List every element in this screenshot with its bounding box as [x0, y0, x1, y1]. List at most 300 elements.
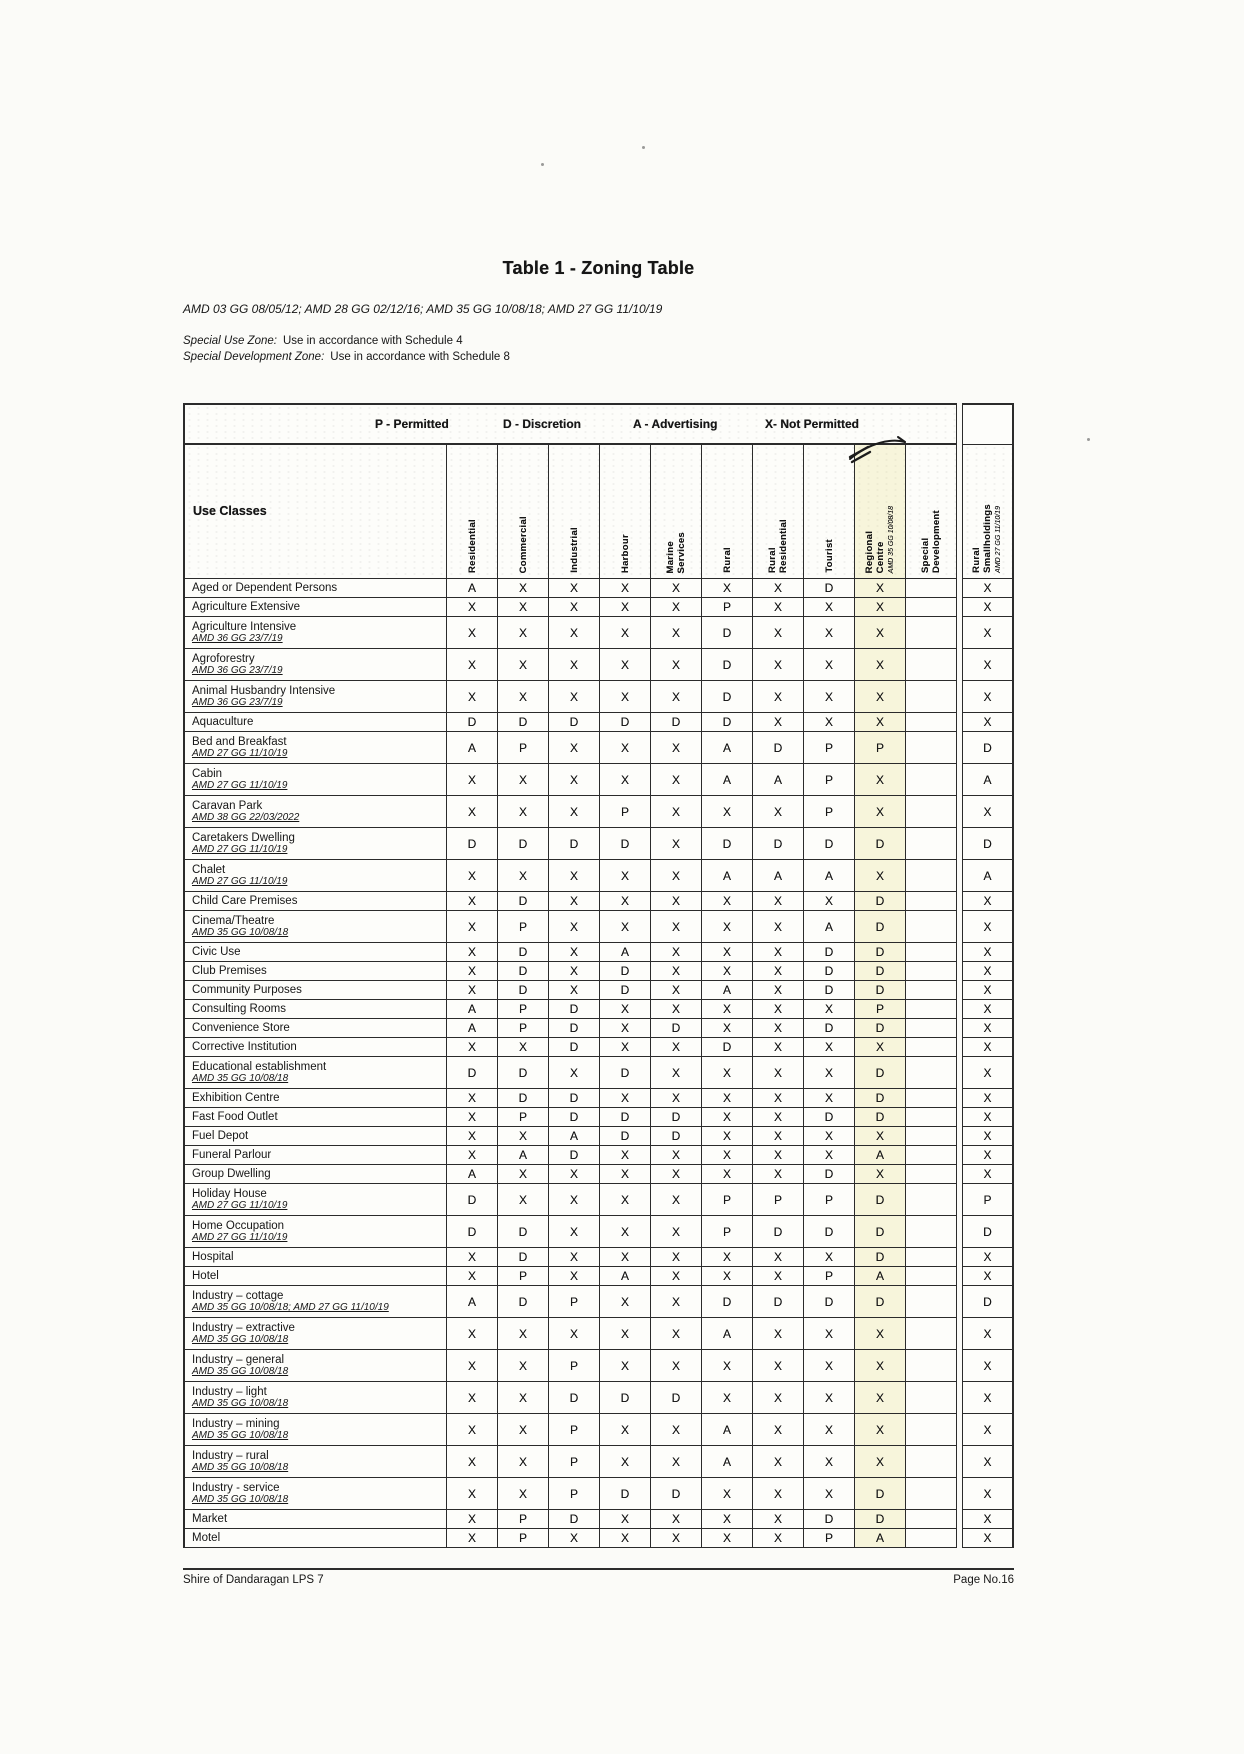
zone-cell: P	[549, 1350, 600, 1382]
use-class-name: Funeral Parlour	[192, 1148, 272, 1161]
use-class-label	[183, 1350, 447, 1382]
zone-cell: P	[498, 1108, 549, 1127]
zone-cell: X	[962, 1446, 1014, 1478]
scan-speckle	[541, 163, 544, 166]
zone-cell: D	[753, 828, 804, 860]
zone-cell: X	[600, 892, 651, 911]
zone-cell: D	[651, 1019, 702, 1038]
zone-cell: X	[447, 1478, 498, 1510]
zone-cell: X	[651, 962, 702, 981]
zone-cell: A	[855, 1267, 906, 1286]
zone-cell	[906, 1318, 957, 1350]
zone-cell: X	[447, 981, 498, 1000]
special-zone-notes	[183, 333, 510, 365]
legend-permitted: P - Permitted	[375, 417, 449, 431]
zone-cell: X	[804, 1478, 855, 1510]
zone-cell: X	[498, 860, 549, 892]
use-class-name: Motel	[192, 1531, 221, 1544]
zone-cell	[906, 1184, 957, 1216]
zone-cell: X	[702, 1267, 753, 1286]
zone-cell: X	[962, 1510, 1014, 1529]
use-class-name: Child Care Premises	[192, 894, 298, 907]
zone-cell	[906, 1108, 957, 1127]
zone-cell: X	[702, 943, 753, 962]
zone-cell: X	[753, 1267, 804, 1286]
zone-cell: X	[804, 1446, 855, 1478]
use-class-label	[183, 1446, 447, 1478]
zone-cell: A	[600, 943, 651, 962]
use-classes-header: Use Classes	[183, 445, 447, 579]
zone-cell: P	[702, 598, 753, 617]
use-class-amendment-note: AMD 35 GG 10/08/18	[192, 1334, 289, 1346]
zone-cell: X	[702, 796, 753, 828]
zone-cell	[906, 1057, 957, 1089]
zone-cell: X	[447, 649, 498, 681]
zone-cell: X	[447, 962, 498, 981]
zone-cell: P	[498, 1267, 549, 1286]
zone-cell: X	[804, 1089, 855, 1108]
zone-cell: A	[804, 911, 855, 943]
legend-not-permitted: X- Not Permitted	[765, 417, 860, 431]
zone-cell: X	[702, 579, 753, 598]
use-class-label	[183, 1216, 447, 1248]
zone-cell: P	[804, 764, 855, 796]
use-class-name: Community Purposes	[192, 983, 302, 996]
zone-cell: P	[498, 732, 549, 764]
special-development-zone-text: Use in accordance with Schedule 8	[330, 351, 510, 363]
zone-cell: P	[804, 1184, 855, 1216]
zone-cell: X	[962, 1146, 1014, 1165]
zone-cell: X	[962, 1350, 1014, 1382]
use-class-name: Industry - service	[192, 1481, 280, 1494]
zone-cell: X	[600, 1216, 651, 1248]
use-class-amendment-note: AMD 35 GG 10/08/18	[192, 1462, 289, 1474]
zone-cell: D	[962, 1216, 1014, 1248]
zone-cell: X	[753, 1318, 804, 1350]
zone-cell: X	[651, 1529, 702, 1548]
zone-cell: X	[600, 1248, 651, 1267]
use-class-amendment-note: AMD 27 GG 11/10/19	[192, 1200, 288, 1212]
column-header-special-development	[906, 445, 957, 579]
zone-cell: X	[600, 732, 651, 764]
use-class-name: Market	[192, 1512, 228, 1525]
zone-cell	[906, 732, 957, 764]
zone-cell: X	[498, 1184, 549, 1216]
zone-cell: X	[753, 617, 804, 649]
zone-cell: X	[600, 1318, 651, 1350]
zone-cell: A	[702, 732, 753, 764]
zone-cell: X	[600, 1350, 651, 1382]
zone-cell: X	[702, 1019, 753, 1038]
use-class-label	[183, 860, 447, 892]
zone-cell: X	[702, 1108, 753, 1127]
zone-cell: P	[702, 1184, 753, 1216]
column-header-industrial	[549, 445, 600, 579]
use-class-amendment-note: AMD 38 GG 22/03/2022	[192, 812, 300, 824]
column-header-text: Rural	[721, 547, 733, 573]
column-header-text: Rural Residential	[767, 519, 789, 573]
use-class-label	[183, 1038, 447, 1057]
zone-cell: X	[651, 1267, 702, 1286]
zone-cell: X	[962, 1019, 1014, 1038]
zone-cell	[906, 981, 957, 1000]
zone-cell: X	[651, 732, 702, 764]
zone-cell: X	[753, 1446, 804, 1478]
zone-cell: X	[651, 1089, 702, 1108]
legend-advertising: A - Advertising	[633, 417, 718, 431]
zone-cell: X	[804, 681, 855, 713]
zone-cell: X	[962, 1248, 1014, 1267]
zone-cell: X	[804, 1000, 855, 1019]
zone-cell: X	[753, 1510, 804, 1529]
zone-cell: X	[549, 962, 600, 981]
zone-cell: D	[498, 1089, 549, 1108]
zone-cell: D	[498, 943, 549, 962]
zone-cell: X	[753, 1146, 804, 1165]
zone-cell: D	[600, 1127, 651, 1146]
page-footer	[183, 1568, 1014, 1586]
use-class-label	[183, 1127, 447, 1146]
zone-cell: D	[855, 1248, 906, 1267]
zone-cell: X	[962, 1108, 1014, 1127]
zone-cell: X	[702, 1000, 753, 1019]
zone-cell: X	[855, 860, 906, 892]
zone-cell: P	[549, 1414, 600, 1446]
use-class-label	[183, 1108, 447, 1127]
zone-cell	[906, 713, 957, 732]
zone-cell: X	[702, 962, 753, 981]
use-class-label	[183, 1184, 447, 1216]
zone-cell: X	[753, 1057, 804, 1089]
zone-cell: X	[651, 796, 702, 828]
zone-cell: X	[447, 860, 498, 892]
use-class-amendment-note: AMD 27 GG 11/10/19	[192, 1232, 288, 1244]
zone-cell: D	[549, 1108, 600, 1127]
zone-cell: X	[498, 1382, 549, 1414]
zone-cell: X	[702, 1127, 753, 1146]
use-class-name: Exhibition Centre	[192, 1091, 280, 1104]
zone-cell: D	[498, 1057, 549, 1089]
zone-cell	[906, 1146, 957, 1165]
zone-cell: X	[702, 1146, 753, 1165]
zone-cell: X	[855, 1446, 906, 1478]
zone-cell	[906, 1446, 957, 1478]
zone-cell: D	[804, 828, 855, 860]
zone-cell: X	[804, 1382, 855, 1414]
zone-cell: D	[600, 713, 651, 732]
use-class-label	[183, 1414, 447, 1446]
zone-cell: D	[804, 981, 855, 1000]
zone-cell: X	[498, 681, 549, 713]
zone-cell: D	[855, 1286, 906, 1318]
zone-cell: A	[702, 1446, 753, 1478]
zone-cell: X	[804, 1318, 855, 1350]
column-header-residential	[447, 445, 498, 579]
zone-cell	[906, 1510, 957, 1529]
zone-cell: X	[962, 911, 1014, 943]
use-class-name: Consulting Rooms	[192, 1002, 286, 1015]
zone-cell: X	[651, 860, 702, 892]
zone-cell: X	[600, 617, 651, 649]
zone-cell: X	[651, 764, 702, 796]
zone-cell: X	[855, 1382, 906, 1414]
zone-cell: X	[962, 617, 1014, 649]
zone-cell: D	[804, 962, 855, 981]
zone-cell: D	[855, 1510, 906, 1529]
zone-cell: X	[753, 796, 804, 828]
zone-cell: A	[702, 764, 753, 796]
use-class-label	[183, 1267, 447, 1286]
zone-cell	[906, 943, 957, 962]
zone-cell: X	[804, 1038, 855, 1057]
zone-cell: D	[962, 732, 1014, 764]
zone-cell: D	[498, 828, 549, 860]
use-class-amendment-note: AMD 35 GG 10/08/18	[192, 1398, 289, 1410]
zone-cell: X	[753, 649, 804, 681]
zone-cell: X	[804, 617, 855, 649]
zone-cell: X	[702, 892, 753, 911]
use-class-amendment-note: AMD 27 GG 11/10/19	[192, 748, 288, 760]
column-header-text: Tourist	[823, 539, 835, 573]
use-class-amendment-note: AMD 35 GG 10/08/18	[192, 1494, 289, 1506]
special-development-zone-note	[183, 349, 510, 365]
zone-cell: X	[651, 1216, 702, 1248]
zone-cell: X	[447, 1127, 498, 1146]
use-class-label	[183, 617, 447, 649]
zone-cell	[906, 796, 957, 828]
use-class-label	[183, 911, 447, 943]
zone-cell: X	[962, 1382, 1014, 1414]
zone-cell: D	[549, 713, 600, 732]
use-class-name: Industry – light	[192, 1385, 267, 1398]
zone-cell: X	[549, 1057, 600, 1089]
zone-cell: X	[962, 1127, 1014, 1146]
use-class-name: Industry – cottage	[192, 1289, 284, 1302]
use-class-amendment-note: AMD 36 GG 23/7/19	[192, 697, 283, 709]
use-class-name: Holiday House	[192, 1187, 267, 1200]
zone-cell: X	[549, 1267, 600, 1286]
zone-cell: X	[651, 1318, 702, 1350]
use-class-name: Convenience Store	[192, 1021, 290, 1034]
zone-cell: X	[651, 1286, 702, 1318]
zone-cell: X	[651, 1446, 702, 1478]
zone-cell: A	[855, 1529, 906, 1548]
zone-cell: X	[753, 1019, 804, 1038]
zone-cell: X	[600, 1089, 651, 1108]
zone-cell: X	[498, 1414, 549, 1446]
zone-cell: X	[962, 598, 1014, 617]
zone-cell: D	[855, 1478, 906, 1510]
zone-cell	[906, 681, 957, 713]
use-class-label	[183, 981, 447, 1000]
zone-cell: D	[549, 1146, 600, 1165]
zone-cell: X	[549, 1165, 600, 1184]
use-class-name: Industry – general	[192, 1353, 285, 1366]
zone-cell: X	[753, 579, 804, 598]
use-class-name: Civic Use	[192, 945, 241, 958]
zone-cell: X	[651, 617, 702, 649]
zone-cell: P	[600, 796, 651, 828]
zone-cell: P	[498, 1019, 549, 1038]
zone-cell: X	[855, 681, 906, 713]
zone-cell: X	[651, 1057, 702, 1089]
use-class-name: Caravan Park	[192, 799, 263, 812]
zone-cell: X	[549, 1318, 600, 1350]
zone-cell: D	[651, 713, 702, 732]
zone-cell: D	[549, 1019, 600, 1038]
zone-cell: X	[600, 1414, 651, 1446]
zone-cell: D	[651, 1108, 702, 1127]
column-header-rural	[702, 445, 753, 579]
zone-cell: X	[651, 681, 702, 713]
zone-cell: D	[600, 1382, 651, 1414]
zone-cell: D	[804, 579, 855, 598]
zone-cell: X	[600, 1446, 651, 1478]
zone-cell: X	[804, 1057, 855, 1089]
legend-bar	[183, 403, 957, 445]
use-class-name: Caretakers Dwelling	[192, 831, 295, 844]
zone-cell	[906, 860, 957, 892]
zone-cell: P	[804, 796, 855, 828]
zone-cell	[906, 1286, 957, 1318]
use-class-name: Bed and Breakfast	[192, 735, 287, 748]
zone-cell: X	[498, 617, 549, 649]
zone-cell: X	[447, 1038, 498, 1057]
use-class-label	[183, 1146, 447, 1165]
column-header-text: Regional Centre AMD 35 GG 10/08/18	[863, 505, 895, 573]
special-use-zone-note	[183, 333, 510, 349]
zone-cell: D	[600, 962, 651, 981]
use-class-name: Animal Husbandry Intensive	[192, 684, 336, 697]
zone-cell: D	[549, 1000, 600, 1019]
zone-cell: D	[804, 1286, 855, 1318]
zone-cell: X	[702, 1248, 753, 1267]
zone-cell: X	[549, 764, 600, 796]
zone-cell: D	[498, 713, 549, 732]
zone-cell: D	[702, 649, 753, 681]
zone-cell: X	[651, 598, 702, 617]
zone-cell: A	[702, 981, 753, 1000]
zone-cell: D	[855, 911, 906, 943]
zone-cell: X	[962, 1267, 1014, 1286]
use-class-label	[183, 828, 447, 860]
zone-cell: D	[600, 1108, 651, 1127]
zone-cell: A	[855, 1146, 906, 1165]
zone-cell	[906, 1248, 957, 1267]
use-class-amendment-note: AMD 27 GG 11/10/19	[192, 780, 288, 792]
column-header-text: Residential	[466, 519, 478, 573]
zone-cell: X	[702, 1350, 753, 1382]
zone-cell: X	[855, 579, 906, 598]
zone-cell: X	[498, 796, 549, 828]
zone-cell: X	[753, 1414, 804, 1446]
zone-cell: D	[753, 1286, 804, 1318]
use-class-label	[183, 962, 447, 981]
column-header-text: Harbour	[619, 533, 631, 573]
zone-cell: P	[549, 1446, 600, 1478]
zone-cell	[906, 962, 957, 981]
zone-cell: X	[651, 579, 702, 598]
zone-cell: D	[702, 1038, 753, 1057]
zone-cell: X	[600, 911, 651, 943]
zone-cell: X	[447, 1146, 498, 1165]
zone-cell	[906, 1478, 957, 1510]
zone-cell: D	[962, 1286, 1014, 1318]
zone-cell: D	[600, 828, 651, 860]
zone-cell	[906, 1529, 957, 1548]
zone-cell: X	[600, 1019, 651, 1038]
zone-cell: D	[498, 1248, 549, 1267]
zone-cell: X	[855, 1038, 906, 1057]
zone-cell: X	[447, 681, 498, 713]
zone-cell: D	[498, 892, 549, 911]
use-class-name: Club Premises	[192, 964, 267, 977]
zone-cell: X	[651, 1184, 702, 1216]
zone-cell: X	[447, 1350, 498, 1382]
zone-cell: X	[600, 598, 651, 617]
zone-cell: D	[702, 828, 753, 860]
zone-cell: X	[702, 1165, 753, 1184]
use-class-amendment-note: AMD 27 GG 11/10/19	[192, 844, 288, 856]
use-class-name: Agriculture Intensive	[192, 620, 297, 633]
zone-cell	[906, 617, 957, 649]
use-class-name: Hotel	[192, 1269, 219, 1282]
zone-cell: D	[855, 1108, 906, 1127]
use-class-label	[183, 1165, 447, 1184]
use-class-name: Home Occupation	[192, 1219, 285, 1232]
zone-cell: X	[549, 796, 600, 828]
scan-speckle	[1087, 438, 1090, 441]
footer-right: Page No.16	[953, 1574, 1014, 1586]
zone-cell	[906, 1089, 957, 1108]
zone-cell: X	[651, 911, 702, 943]
zone-cell: X	[549, 1529, 600, 1548]
column-header-text: Commercial	[517, 515, 529, 573]
zone-cell: D	[498, 1216, 549, 1248]
zone-cell: X	[855, 713, 906, 732]
zone-cell: X	[753, 892, 804, 911]
use-class-label	[183, 943, 447, 962]
zone-cell: X	[702, 911, 753, 943]
zone-cell: X	[600, 649, 651, 681]
zone-cell: X	[753, 681, 804, 713]
zone-cell	[906, 598, 957, 617]
zone-cell: X	[753, 1165, 804, 1184]
zone-cell: X	[855, 1350, 906, 1382]
use-class-name: Agroforestry	[192, 652, 255, 665]
use-class-label	[183, 1089, 447, 1108]
use-class-label	[183, 649, 447, 681]
zone-cell: X	[600, 764, 651, 796]
zone-cell: A	[702, 860, 753, 892]
use-class-label	[183, 892, 447, 911]
zone-cell: X	[804, 598, 855, 617]
zone-cell: D	[702, 617, 753, 649]
use-class-label	[183, 764, 447, 796]
zone-cell	[906, 1216, 957, 1248]
zone-cell: X	[753, 1248, 804, 1267]
zone-cell: X	[651, 943, 702, 962]
use-class-label	[183, 1529, 447, 1548]
zone-cell: X	[804, 1414, 855, 1446]
zone-cell: X	[498, 649, 549, 681]
zone-cell: X	[498, 1038, 549, 1057]
zone-cell: D	[804, 1510, 855, 1529]
use-class-name: Agriculture Extensive	[192, 600, 301, 613]
column-header-text: Industrial	[568, 527, 580, 573]
zone-cell: A	[447, 732, 498, 764]
zone-cell: D	[447, 828, 498, 860]
